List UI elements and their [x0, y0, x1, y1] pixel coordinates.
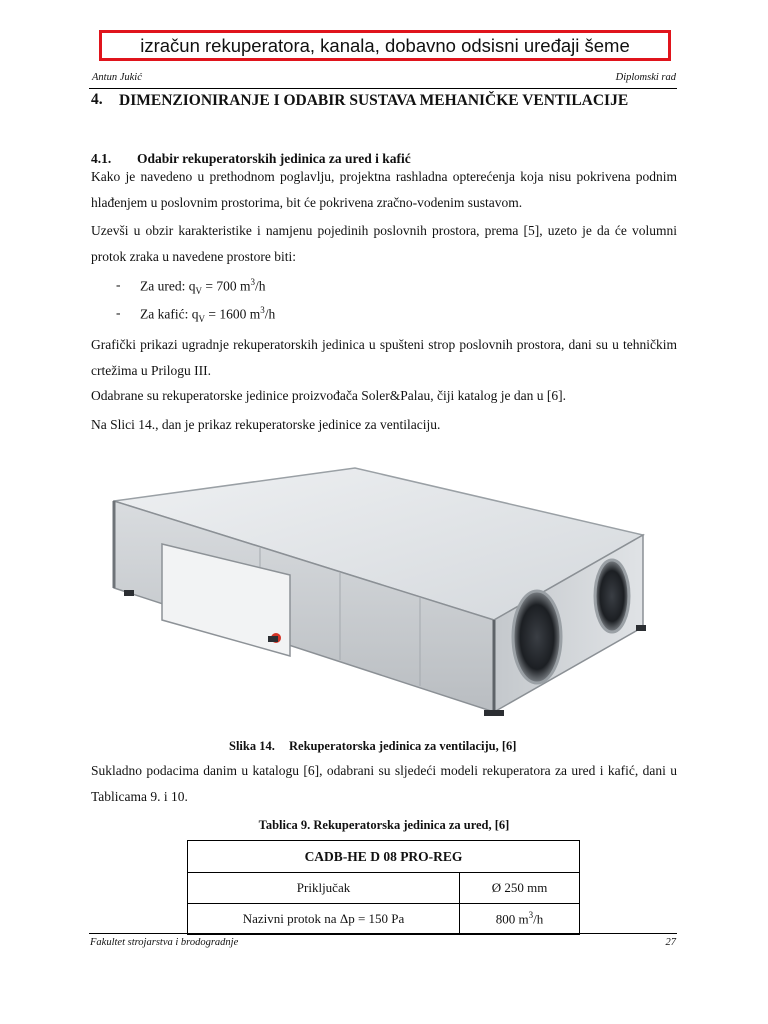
unit-superscript: 3 — [260, 305, 265, 315]
bullet-value: = 700 m — [201, 278, 251, 294]
paragraph-2: Uzevši u obzir karakteristike i namjenu pojedinih poslovnih prostora, prema [5], uzeto je da će volumni protok zraka u navedene prostore biti: — [91, 223, 677, 264]
bullet-office-flow — [140, 277, 266, 296]
page-footer — [89, 933, 677, 951]
flow-subscript: V — [195, 286, 202, 297]
bullet-dash: - — [116, 277, 121, 292]
figure-caption-number: Slika 14. — [229, 739, 275, 753]
section-number: 4.1. — [91, 151, 112, 166]
table-cell-label: Nazivni protok na Δp = 150 Pa — [188, 904, 460, 935]
recuperator-spec-table — [187, 840, 580, 935]
section-title: Odabir rekuperatorskih jedinica za ured i kafić — [137, 151, 411, 166]
chapter-title: DIMENZIONIRANJE I ODABIR SUSTAVA MEHANIČKE VENTILACIJE — [119, 92, 629, 109]
table-cell-label: Priključak — [188, 873, 460, 904]
recuperator-unit-image — [100, 460, 660, 730]
value-number: 800 m — [495, 911, 529, 927]
unit-superscript: 3 — [528, 910, 534, 921]
table-row — [188, 873, 580, 904]
paragraph-4: Odabrane su rekuperatorske jedinice proizvođača Soler&Palau, čiji katalog je dan u [6]. — [91, 388, 566, 403]
bullet-label: Za kafić: q — [140, 306, 199, 322]
page-number: 27 — [665, 937, 676, 948]
page-header — [89, 70, 677, 89]
table-header-row — [188, 841, 580, 873]
bullet-cafe-flow — [140, 305, 275, 324]
header-document-type: Diplomski rad — [615, 72, 676, 83]
bullet-label: Za ured: q — [140, 278, 196, 294]
bullet-unit: /h — [254, 278, 266, 294]
value-unit: /h — [533, 911, 544, 927]
document-title-banner: izračun rekuperatora, kanala, dobavno odsisni uređaji šeme — [99, 30, 671, 61]
header-author: Antun Jukić — [92, 72, 142, 83]
bullet-value: = 1600 m — [204, 306, 261, 322]
table-caption: Tablica 9. Rekuperatorska jedinica za ured, [6] — [258, 818, 510, 832]
paragraph-5: Na Slici 14., dan je prikaz rekuperatorske jedinice za ventilaciju. — [91, 417, 441, 432]
paragraph-1: Kako je navedeno u prethodnom poglavlju, projektna rashladna opterećenja koja nisu pokrivena podnim hlađenjem u poslovnim prostorima, bit će pokrivena zračno-vodenim sustavom. — [91, 169, 677, 210]
table-model-name: CADB-HE D 08 PRO-REG — [188, 841, 580, 873]
table-cell-value: Ø 250 mm — [460, 873, 580, 904]
bullet-unit: /h — [264, 306, 276, 322]
chapter-number: 4. — [91, 91, 103, 108]
paragraph-6: Sukladno podacima danim u katalogu [6], odabrani su sljedeći modeli rekuperatora za ured i kafić, dani u Tablicama 9. i 10. — [91, 763, 677, 804]
paragraph-3: Grafički prikazi ugradnje rekuperatorskih jedinica u spušteni strop poslovnih prostora, dani su u tehničkim crtežima u Prilogu III. — [91, 337, 677, 378]
footer-faculty: Fakultet strojarstva i brodogradnje — [90, 937, 239, 948]
table-cell-value — [460, 904, 580, 935]
figure-caption-text: Rekuperatorska jedinica za ventilaciju, [6] — [289, 739, 517, 753]
table-row — [188, 904, 580, 935]
bullet-dash: - — [116, 305, 121, 320]
unit-superscript: 3 — [250, 277, 255, 287]
flow-subscript: V — [198, 314, 205, 325]
